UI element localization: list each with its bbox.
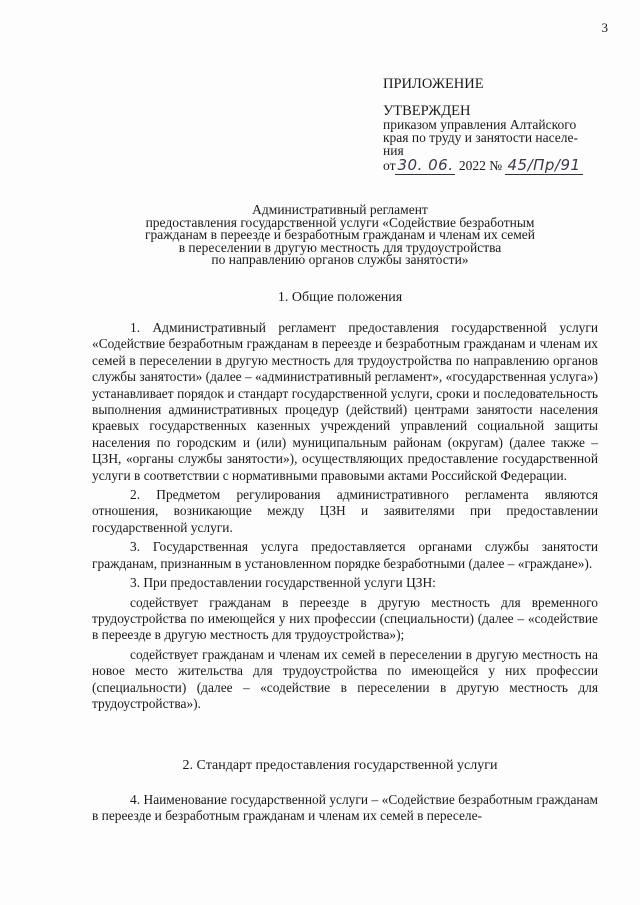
paragraph: 1. Административный регламент предоставления государственной услуги «Содействие безработным гражданам в переезде и безработным гражданам и членам их семей в переселении в другую местность для трудоустройства по направлению органов службы занятости» (далее – «административный регламент», «государственная услуга») устанавливает порядок и стандарт государственной услуги, сроки и последовательность выполнения административных процедур (действий) центрами занятости населения краевых государственных казенных учреждений управлений социальной защиты населения по городским и (или) муниципальным районам (округам) (далее также – ЦЗН, «органы службы занятости»), осуществляющих предоставление государственной услуги в соответствии с нормативными правовыми актами Российской Федерации.: [92, 320, 598, 483]
title-line: в переселении в другую местность для трудоустройства: [178, 239, 502, 255]
approval-block: [383, 118, 603, 172]
year-text: 2022 №: [458, 158, 503, 173]
section-2-body: [92, 792, 598, 825]
title-line: по направлению органов службы занятости»: [211, 252, 469, 267]
paragraph: содействует гражданам и членам их семей в переселении в другую местность на новое место жительства для трудоустройства по имеющейся у них профессии (специальности) (далее – «содействие в переселении в другую местность для трудоустройства»).: [92, 646, 598, 711]
handwritten-date: 30. 06.: [397, 156, 454, 174]
appendix-label: ПРИЛОЖЕНИЕ: [383, 76, 484, 92]
title-line: гражданам в переезде и безработным гражданам и членам их семей: [145, 227, 535, 242]
paragraph: 2. Предметом регулирования административного регламента являются отношения, возникающие между ЦЗН и заявителями при предоставлении государственной услуги.: [92, 487, 598, 535]
date-prefix: от: [383, 158, 396, 173]
handwritten-order-number: 45/Пр/91: [507, 156, 581, 174]
title-line: Административный регламент: [252, 202, 428, 217]
approved-label: УТВЕРЖДЕН: [383, 103, 471, 119]
paragraph: содействует гражданам в переезде в другую местность для временного трудоустройства по имеющейся у них профессии (специальности) (далее – «содействие в переезде в другую местность для трудоустройства»);: [92, 594, 598, 643]
paragraph: 3. При предоставлении государственной услуги ЦЗН:: [130, 575, 436, 591]
section-1-body: [92, 320, 598, 712]
approval-line: приказом управления Алтайского: [383, 117, 577, 132]
approval-line: края по труду и занятости населе-: [383, 130, 579, 145]
order-date-row: [383, 156, 603, 174]
section-2-heading: 2. Стандарт предоставления государственной услуги: [182, 758, 498, 773]
title-line: предоставления государственной услуги «Содействие безработным: [145, 214, 535, 230]
approval-line: ния: [383, 143, 404, 158]
section-1-heading: 1. Общие положения: [277, 290, 403, 305]
page-number: 3: [601, 20, 608, 35]
paragraph: 4. Наименование государственной услуги – «Содействие безработным гражданам в переезде и безработным гражданам и членам их семей в переселе-: [92, 792, 598, 824]
document-title: [80, 204, 600, 267]
paragraph: 3. Государственная услуга предоставляется органами службы занятости гражданам, признанным в установленном порядке безработными (далее – «граждане»).: [92, 539, 598, 571]
